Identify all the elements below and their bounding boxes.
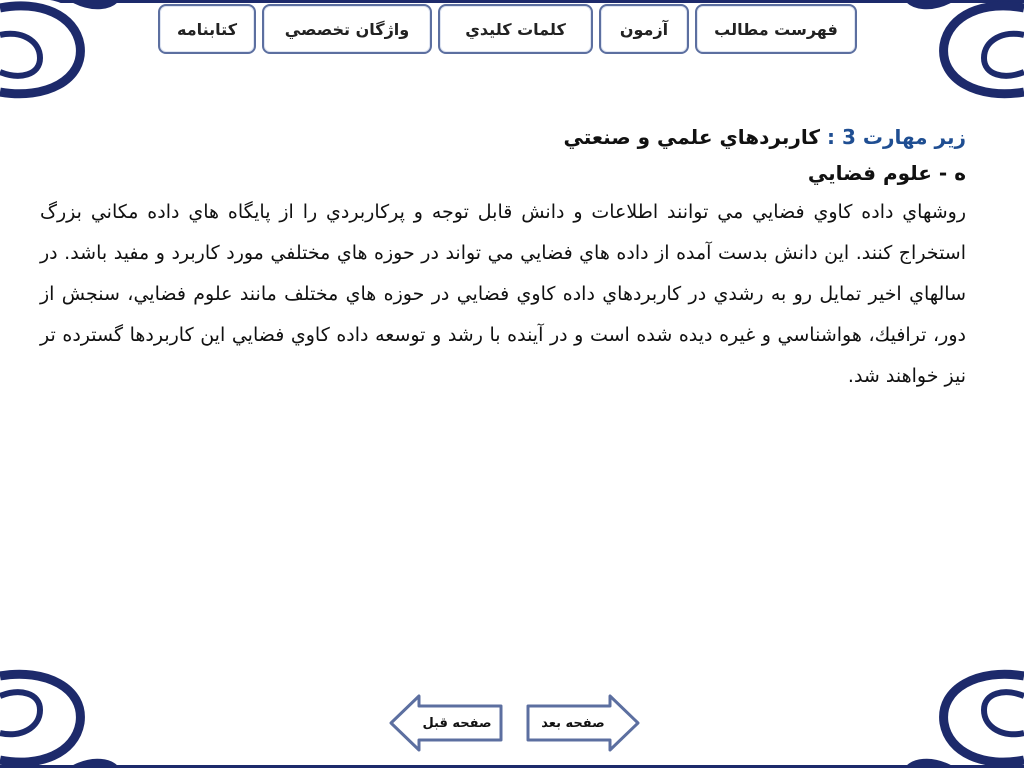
keywords-button[interactable]: كلمات كليدي bbox=[438, 4, 593, 54]
quiz-button[interactable]: آزمون bbox=[599, 4, 689, 54]
top-navigation bbox=[157, 4, 857, 58]
previous-page-button[interactable] bbox=[389, 694, 505, 752]
previous-page-label: صفحه قبل bbox=[422, 715, 492, 731]
lesson-content bbox=[40, 122, 966, 397]
subskill-number: زير مهارت 3 : bbox=[820, 125, 966, 149]
bibliography-button[interactable]: كتابنامه bbox=[158, 4, 256, 54]
corner-ornament-top-left-icon bbox=[0, 0, 130, 110]
table-of-contents-button[interactable]: فهرست مطالب bbox=[695, 4, 857, 54]
corner-ornament-bottom-left-icon bbox=[0, 658, 130, 768]
top-border bbox=[0, 0, 1024, 3]
subskill-heading bbox=[40, 122, 966, 152]
corner-ornament-bottom-right-icon bbox=[894, 658, 1024, 768]
next-page-label: صفحه بعد bbox=[541, 715, 605, 731]
next-page-button[interactable] bbox=[526, 694, 640, 752]
body-paragraph: روشهاي داده كاوي فضايي مي توانند اطلاعات و دانش قابل توجه و پركاربردي را از پايگاه هاي داده مكاني بزرگ استخراج كنند. اين دانش بدست آمده از داده هاي فضايي مي تواند در حوزه هاي مختلفي مورد كاربرد و مفيد باشد. در سالهاي اخير تمايل رو به رشدي در كاربردهاي داده كاوي فضايي در حوزه هاي مختلف مانند علوم فضايي، سنجش از دور، ترافيك، هواشناسي و غيره ديده شده است و در آينده با رشد و توسعه داده كاوي فضايي اين كاربردها گسترده تر نيز خواهند شد. bbox=[40, 201, 966, 387]
corner-ornament-top-right-icon bbox=[894, 0, 1024, 110]
subskill-title: كاربردهاي علمي و صنعتي bbox=[563, 125, 821, 149]
glossary-button[interactable]: واژگان تخصصي bbox=[262, 4, 432, 54]
section-heading: ه - علوم فضايي bbox=[807, 161, 966, 185]
